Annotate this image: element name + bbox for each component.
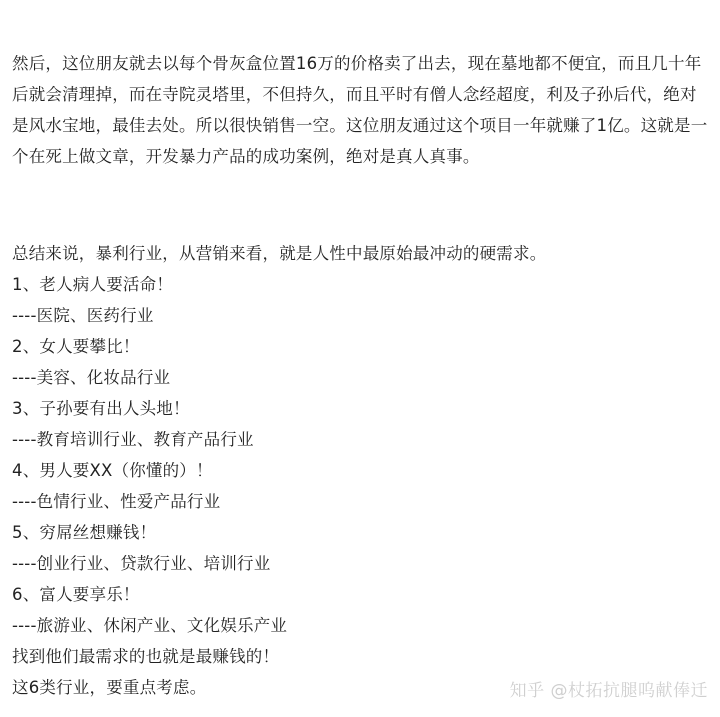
article-paragraph: 然后，这位朋友就去以每个骨灰盒位置16万的价格卖了出去，现在墓地都不便宜，而且几十年后就会清理掉，而在寺院灵塔里，不但持久，而且平时有僧人念经超度，利及子孙后代，绝对是风水宝地，最佳去处。所以很快销售一空。这位朋友通过这个项目一年就赚了1亿。这就是一个在死上做文章，开发暴力产品的成功案例，绝对是真人真事。 xyxy=(12,54,708,166)
summary-conclusion: 找到他们最需求的也就是最赚钱的！ xyxy=(12,647,280,666)
list-item: 1、老人病人要活命！ xyxy=(12,275,173,294)
list-item: ----创业行业、贷款行业、培训行业 xyxy=(12,554,271,573)
paragraph-spacer xyxy=(12,172,712,238)
list-item: ----美容、化妆品行业 xyxy=(12,368,171,387)
summary-conclusion: 这6类行业，要重点考虑。 xyxy=(12,678,207,697)
list-item: 4、男人要XX（你懂的）！ xyxy=(12,461,213,480)
list-item: ----教育培训行业、教育产品行业 xyxy=(12,430,254,449)
summary-list xyxy=(12,238,712,703)
list-item: 3、子孙要有出人头地！ xyxy=(12,399,190,418)
list-item: 2、女人要攀比！ xyxy=(12,337,140,356)
summary-intro: 总结来说，暴利行业，从营销来看，就是人性中最原始最冲动的硬需求。 xyxy=(12,244,547,263)
list-item: 5、穷屌丝想赚钱！ xyxy=(12,523,157,542)
zhihu-watermark: 知乎 @杖拓抗腿呜献俸迁 xyxy=(509,681,708,701)
article-body xyxy=(12,48,712,703)
list-item: ----旅游业、休闲产业、文化娱乐产业 xyxy=(12,616,288,635)
list-item: 6、富人要享乐！ xyxy=(12,585,140,604)
list-item: ----色情行业、性爱产品行业 xyxy=(12,492,221,511)
list-item: ----医院、医药行业 xyxy=(12,306,154,325)
